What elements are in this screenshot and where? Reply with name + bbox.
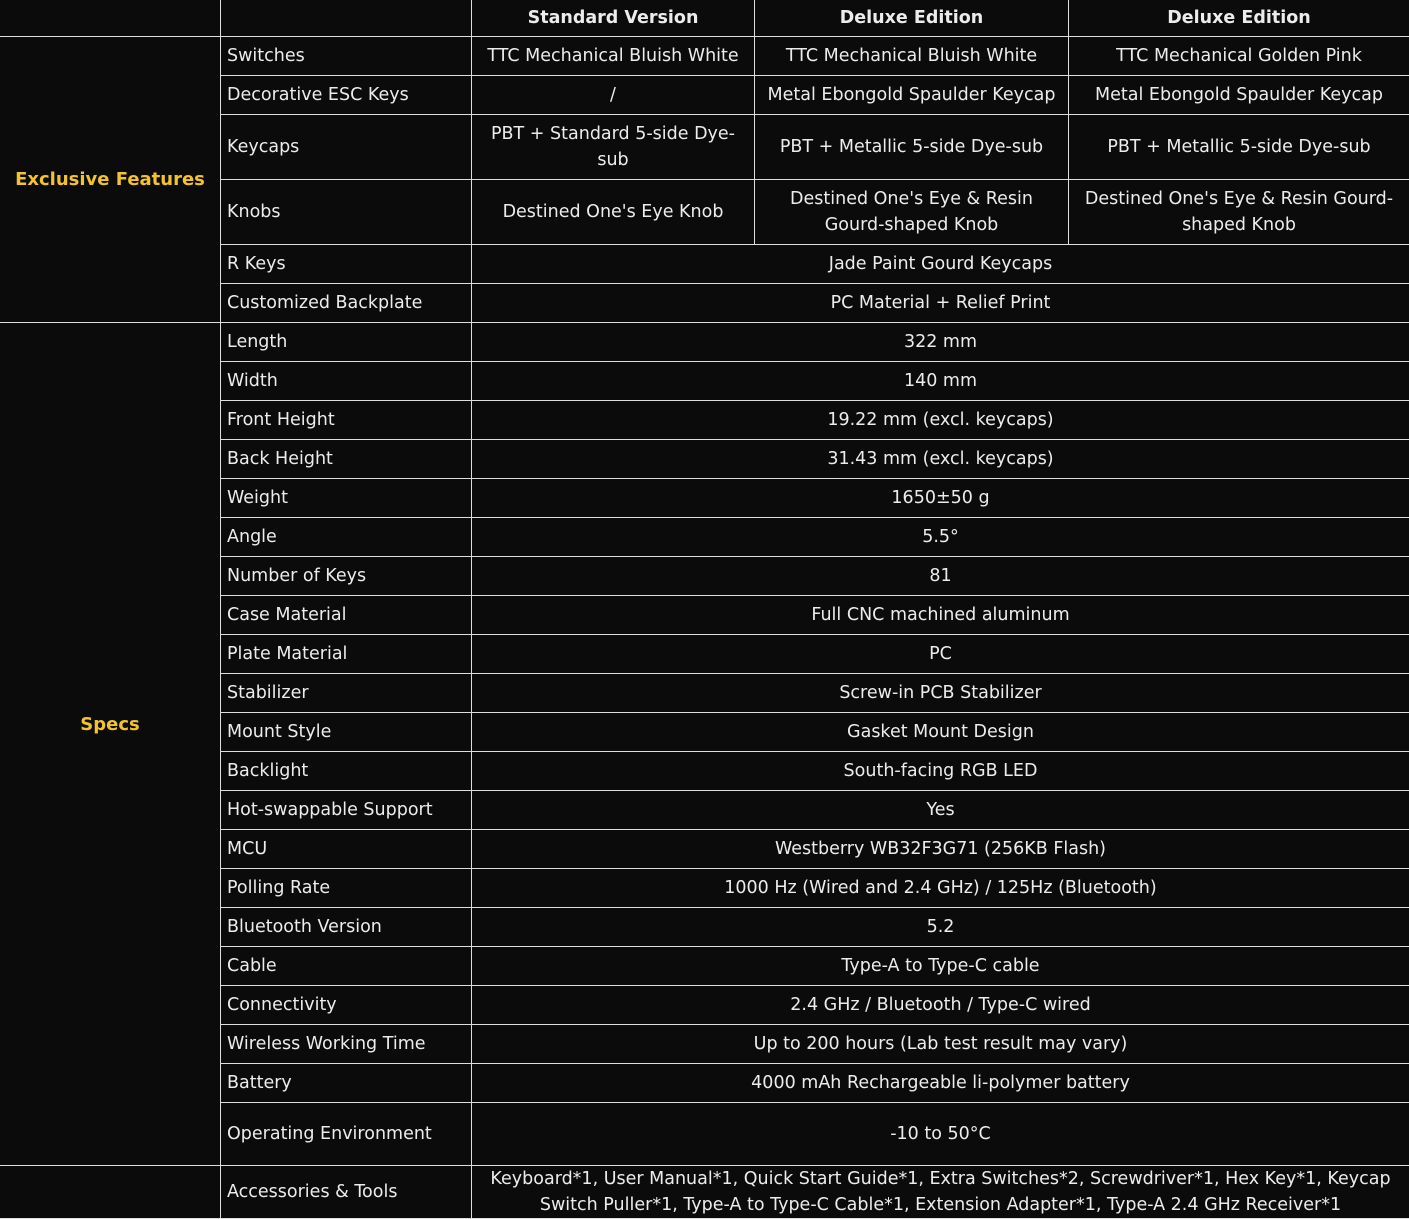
cell-deluxe-1: Metal Ebongold Spaulder Keycap — [754, 76, 1068, 115]
row-label: Front Height — [220, 401, 471, 440]
cell-standard: / — [471, 76, 754, 115]
row-label: Decorative ESC Keys — [220, 76, 471, 115]
group-accessories — [0, 1166, 220, 1219]
cell-value: PC Material + Relief Print — [471, 284, 1409, 323]
cell-deluxe-2: Metal Ebongold Spaulder Keycap — [1068, 76, 1409, 115]
row-label: Plate Material — [220, 635, 471, 674]
cell-value: Gasket Mount Design — [471, 713, 1409, 752]
row-label: R Keys — [220, 245, 471, 284]
row-label: Back Height — [220, 440, 471, 479]
cell-value: 4000 mAh Rechargeable li-polymer battery — [471, 1064, 1409, 1103]
cell-deluxe-2: TTC Mechanical Golden Pink — [1068, 37, 1409, 76]
row-label: Wireless Working Time — [220, 1025, 471, 1064]
row-label: Bluetooth Version — [220, 908, 471, 947]
cell-value: 1000 Hz (Wired and 2.4 GHz) / 125Hz (Bluetooth) — [471, 869, 1409, 908]
cell-value: Screw-in PCB Stabilizer — [471, 674, 1409, 713]
cell-deluxe-2: Destined One's Eye & Resin Gourd-shaped Knob — [1068, 180, 1409, 245]
group-specs: Specs — [0, 284, 220, 1166]
row-label: Backlight — [220, 752, 471, 791]
row-label: Number of Keys — [220, 557, 471, 596]
cell-value: Yes — [471, 791, 1409, 830]
cell-value: South-facing RGB LED — [471, 752, 1409, 791]
header-corner — [0, 0, 220, 37]
cell-standard: Destined One's Eye Knob — [471, 180, 754, 245]
row-label: Knobs — [220, 180, 471, 245]
cell-value: 5.2 — [471, 908, 1409, 947]
row-label: Accessories & Tools — [220, 1166, 471, 1219]
cell-value: PC — [471, 635, 1409, 674]
cell-value: Type-A to Type-C cable — [471, 947, 1409, 986]
cell-value: Jade Paint Gourd Keycaps — [471, 245, 1409, 284]
cell-deluxe-1: PBT + Metallic 5-side Dye-sub — [754, 115, 1068, 180]
cell-deluxe-2: PBT + Metallic 5-side Dye-sub — [1068, 115, 1409, 180]
group-exclusive-features: Exclusive Features — [0, 37, 220, 323]
row-label: Customized Backplate — [220, 284, 471, 323]
row-label: Polling Rate — [220, 869, 471, 908]
cell-standard: PBT + Standard 5-side Dye-sub — [471, 115, 754, 180]
cell-accessories-value: Keyboard*1, User Manual*1, Quick Start Guide*1, Extra Switches*2, Screwdriver*1, Hex Key*1, Keycap Switch Puller*1, Type-A to Type-C Cable*1, Extension Adapter*1, Type-A 2.4 GHz Receiver*1 — [471, 1166, 1409, 1219]
cell-standard: TTC Mechanical Bluish White — [471, 37, 754, 76]
row-label: Length — [220, 323, 471, 362]
row-label: MCU — [220, 830, 471, 869]
cell-value: 5.5° — [471, 518, 1409, 557]
row-label: Operating Environment — [220, 1103, 471, 1166]
cell-value: 19.22 mm (excl. keycaps) — [471, 401, 1409, 440]
row-label: Width — [220, 362, 471, 401]
cell-value: 81 — [471, 557, 1409, 596]
row-label: Battery — [220, 1064, 471, 1103]
row-label: Cable — [220, 947, 471, 986]
header-deluxe-edition-1: Deluxe Edition — [754, 0, 1068, 37]
cell-value: 1650±50 g — [471, 479, 1409, 518]
cell-value: 2.4 GHz / Bluetooth / Type-C wired — [471, 986, 1409, 1025]
cell-deluxe-1: TTC Mechanical Bluish White — [754, 37, 1068, 76]
row-label: Hot-swappable Support — [220, 791, 471, 830]
row-label: Weight — [220, 479, 471, 518]
cell-value: Up to 200 hours (Lab test result may vary) — [471, 1025, 1409, 1064]
header-standard-version: Standard Version — [471, 0, 754, 37]
cell-value: Westberry WB32F3G71 (256KB Flash) — [471, 830, 1409, 869]
header-feature-column — [220, 0, 471, 37]
row-label: Angle — [220, 518, 471, 557]
row-label: Keycaps — [220, 115, 471, 180]
row-label: Switches — [220, 37, 471, 76]
cell-value: -10 to 50°C — [471, 1103, 1409, 1166]
row-label: Case Material — [220, 596, 471, 635]
header-deluxe-edition-2: Deluxe Edition — [1068, 0, 1409, 37]
cell-value: 31.43 mm (excl. keycaps) — [471, 440, 1409, 479]
row-label: Stabilizer — [220, 674, 471, 713]
cell-value: 322 mm — [471, 323, 1409, 362]
cell-value: 140 mm — [471, 362, 1409, 401]
row-label: Mount Style — [220, 713, 471, 752]
cell-deluxe-1: Destined One's Eye & Resin Gourd-shaped Knob — [754, 180, 1068, 245]
row-label: Connectivity — [220, 986, 471, 1025]
cell-value: Full CNC machined aluminum — [471, 596, 1409, 635]
